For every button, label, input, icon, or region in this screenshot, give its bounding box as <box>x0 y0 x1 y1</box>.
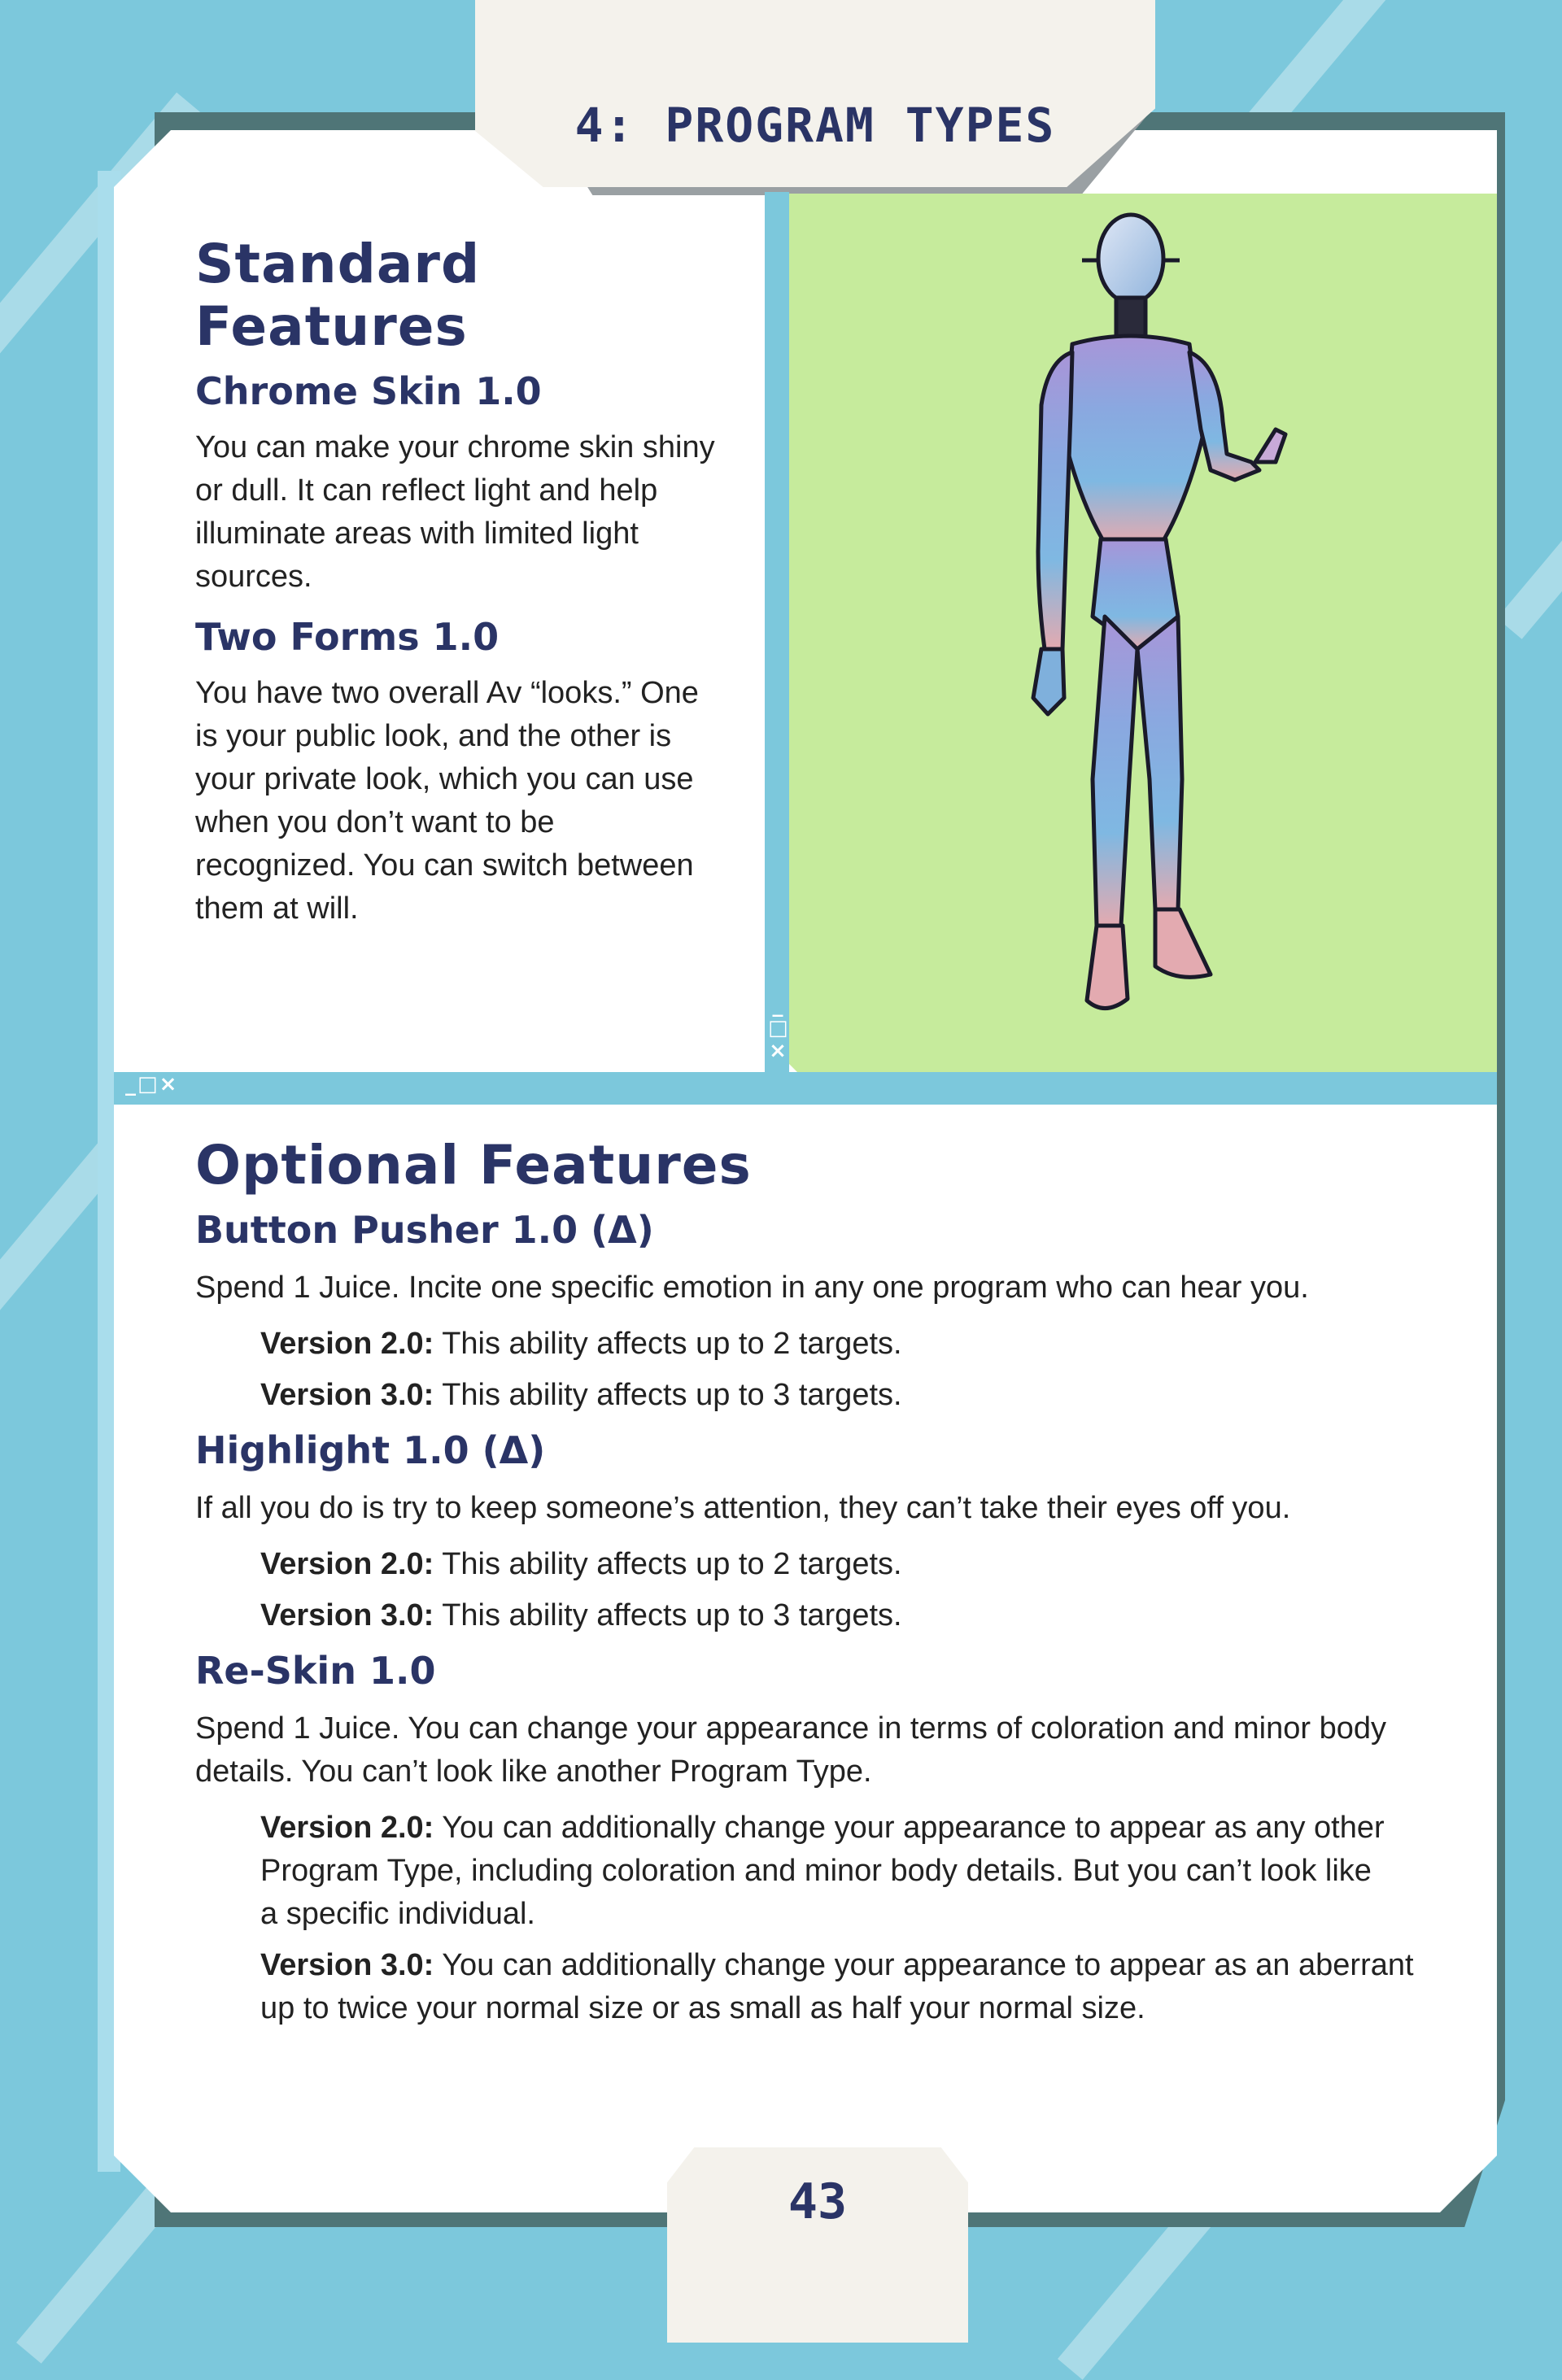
maximize-icon: □ <box>768 1016 788 1040</box>
version-line <box>195 1543 1464 1586</box>
version-label: Version 3.0: <box>260 1378 434 1412</box>
feature-title: Re-Skin 1.0 <box>195 1649 436 1693</box>
window-controls-vertical <box>768 994 788 1062</box>
version-text: This ability affects up to 3 targets. <box>442 1378 902 1412</box>
window-controls-horizontal: _□× <box>125 1072 179 1096</box>
standard-features-section <box>195 233 748 931</box>
section-heading: Standard Features <box>195 233 481 358</box>
background-stripe <box>1497 431 1562 639</box>
panel-divider-vertical <box>765 192 789 1074</box>
feature-text-line: You can make your chrome skin shiny <box>195 430 715 464</box>
feature-title: Chrome Skin 1.0 <box>195 369 542 413</box>
close-icon: × <box>769 1039 787 1063</box>
feature-text-line: them at will. <box>195 891 359 926</box>
feature-title: Button Pusher 1.0 (Δ) <box>195 1208 654 1252</box>
feature-text-line: You have two overall Av “looks.” One <box>195 676 699 710</box>
chapter-title: 4: PROGRAM TYPES <box>574 98 1056 153</box>
feature-title: Two Forms 1.0 <box>195 615 500 659</box>
version-label: Version 2.0: <box>260 1327 434 1361</box>
feature-text-line: Spend 1 Juice. Incite one specific emotion in any one program who can hear you. <box>195 1271 1309 1305</box>
version-label: Version 2.0: <box>260 1811 434 1845</box>
version-line <box>260 1807 1464 1850</box>
feature-text-line: when you don’t want to be <box>195 805 555 839</box>
version-text-line: Program Type, including coloration and minor body details. But you can’t look like <box>260 1854 1372 1888</box>
version-line <box>260 1944 1464 1987</box>
feature-text-line: recognized. You can switch between <box>195 848 694 883</box>
feature-text-line: details. You can’t look like another Program Type. <box>195 1754 872 1789</box>
version-text: This ability affects up to 3 targets. <box>442 1598 902 1632</box>
version-label: Version 2.0: <box>260 1547 434 1581</box>
version-text-line: up to twice your normal size or as small as half your normal size. <box>260 1991 1145 2025</box>
section-heading: Optional Features <box>195 1134 752 1197</box>
version-label: Version 3.0: <box>260 1598 434 1632</box>
feature-title: Highlight 1.0 (Δ) <box>195 1428 546 1472</box>
version-block <box>195 1944 1464 2030</box>
page-number: 43 <box>788 2173 848 2230</box>
feature-text-line: If all you do is try to keep someone’s attention, they can’t take their eyes off you. <box>195 1491 1291 1525</box>
optional-features-section <box>195 1134 1464 2030</box>
panel-divider-horizontal <box>114 1072 1497 1105</box>
version-line <box>195 1374 1464 1417</box>
version-block <box>195 1807 1464 1936</box>
version-text: You can additionally change your appearance to appear as any other <box>442 1811 1385 1845</box>
header-tab <box>475 0 1155 187</box>
version-line <box>195 1323 1464 1366</box>
version-line <box>195 1594 1464 1637</box>
feature-text-line: or dull. It can reflect light and help <box>195 473 658 508</box>
chrome-android-illustration <box>779 194 1497 1087</box>
version-text: This ability affects up to 2 targets. <box>442 1547 902 1581</box>
version-text: You can additionally change your appearance to appear as an aberrant <box>442 1948 1414 1982</box>
feature-text-line: Spend 1 Juice. You can change your appearance in terms of coloration and minor body <box>195 1711 1386 1746</box>
feature-text-line: sources. <box>195 560 312 594</box>
feature-text-line: your private look, which you can use <box>195 762 694 796</box>
minimize-icon: _ <box>772 993 783 1018</box>
version-text-line: a specific individual. <box>260 1897 535 1931</box>
feature-text-line: illuminate areas with limited light <box>195 517 639 551</box>
version-label: Version 3.0: <box>260 1948 434 1982</box>
feature-text-line: is your public look, and the other is <box>195 719 672 753</box>
version-text: This ability affects up to 2 targets. <box>442 1327 902 1361</box>
illustration-panel <box>779 194 1497 1087</box>
